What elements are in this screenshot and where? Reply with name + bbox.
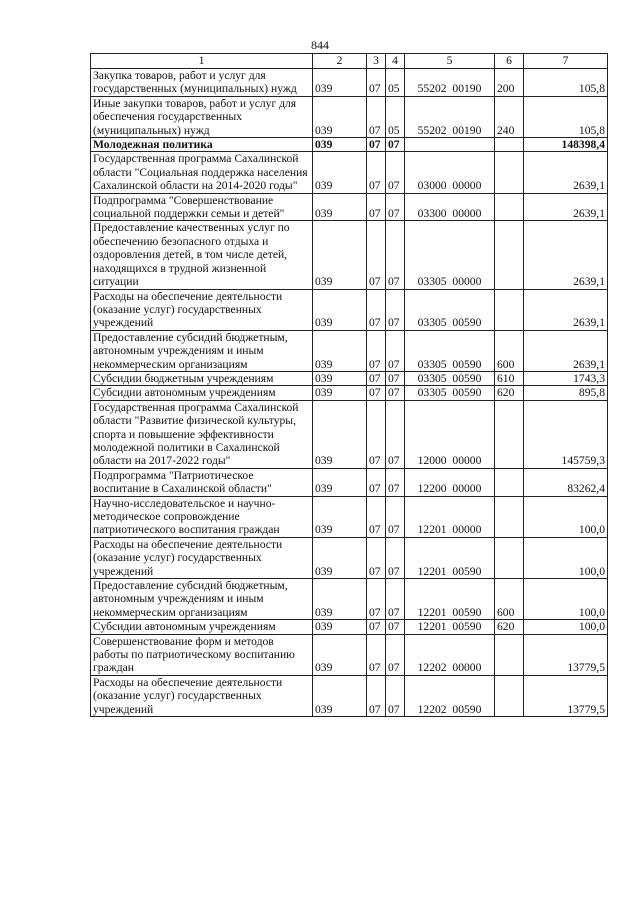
code-cell: 039 [313, 96, 367, 137]
section-cell: 07 [367, 193, 386, 221]
row-name-cell: Расходы на обеспечение деятельности (оказание услуг) государственных учреждений [91, 675, 313, 716]
row-name-cell: Расходы на обеспечение деятельности (оказание услуг) государственных учреждений [91, 537, 313, 578]
row-name-cell: Субсидии автономным учреждениям [91, 620, 313, 634]
row-name-cell: Закупка товаров, работ и услуг для государственных (муниципальных) нужд [91, 69, 313, 97]
section-cell: 07 [367, 496, 386, 537]
expense-type-cell [495, 468, 524, 496]
table-row [91, 400, 608, 468]
expense-type-cell [495, 675, 524, 716]
section-cell: 07 [367, 221, 386, 289]
amount-cell: 2639,1 [524, 330, 608, 371]
target-article-cell: 03000 00000 [405, 152, 495, 193]
amount-cell: 83262,4 [524, 468, 608, 496]
subsection-cell: 07 [386, 330, 405, 371]
target-article-cell: 03305 00590 [405, 386, 495, 400]
expense-type-cell: 620 [495, 386, 524, 400]
subsection-cell: 05 [386, 96, 405, 137]
table-row [91, 634, 608, 675]
section-cell: 07 [367, 96, 386, 137]
table-row [91, 330, 608, 371]
code-cell: 039 [313, 221, 367, 289]
table-header-row [91, 54, 608, 69]
section-cell: 07 [367, 468, 386, 496]
code-cell: 039 [313, 152, 367, 193]
code-cell: 039 [313, 289, 367, 330]
code-cell: 039 [313, 496, 367, 537]
row-name-cell: Расходы на обеспечение деятельности (оказание услуг) государственных учреждений [91, 289, 313, 330]
section-cell: 07 [367, 579, 386, 620]
expense-type-cell [495, 289, 524, 330]
subsection-cell: 07 [386, 537, 405, 578]
code-cell: 039 [313, 675, 367, 716]
section-cell: 07 [367, 400, 386, 468]
target-article-cell: 03305 00000 [405, 221, 495, 289]
subsection-cell: 07 [386, 221, 405, 289]
row-name-cell: Предоставление субсидий бюджетным, автономным учреждениям и иным некоммерческим организациям [91, 330, 313, 371]
table-row [91, 675, 608, 716]
target-article-cell: 12201 00590 [405, 620, 495, 634]
section-cell: 07 [367, 152, 386, 193]
subsection-cell: 05 [386, 69, 405, 97]
expense-type-cell: 600 [495, 330, 524, 371]
table-row [91, 371, 608, 385]
amount-cell: 2639,1 [524, 221, 608, 289]
table-row [91, 496, 608, 537]
amount-cell: 895,8 [524, 386, 608, 400]
expense-type-cell [495, 152, 524, 193]
table-row [91, 96, 608, 137]
amount-cell: 100,0 [524, 620, 608, 634]
code-cell: 039 [313, 537, 367, 578]
amount-cell: 148398,4 [524, 138, 608, 152]
expense-type-cell: 600 [495, 579, 524, 620]
section-cell: 07 [367, 386, 386, 400]
expense-type-cell: 610 [495, 371, 524, 385]
target-article-cell: 12202 00590 [405, 675, 495, 716]
expense-type-cell: 620 [495, 620, 524, 634]
amount-cell: 2639,1 [524, 289, 608, 330]
row-name-cell: Иные закупки товаров, работ и услуг для обеспечения государственных (муниципальных) нужд [91, 96, 313, 137]
amount-cell: 13779,5 [524, 675, 608, 716]
section-cell: 07 [367, 371, 386, 385]
table-row [91, 620, 608, 634]
subsection-cell: 07 [386, 386, 405, 400]
code-cell: 039 [313, 579, 367, 620]
target-article-cell: 55202 00190 [405, 69, 495, 97]
amount-cell: 1743,3 [524, 371, 608, 385]
amount-cell: 105,8 [524, 69, 608, 97]
table-row [91, 537, 608, 578]
table-row [91, 289, 608, 330]
row-name-cell: Совершенствование форм и методов работы по патриотическому воспитанию граждан [91, 634, 313, 675]
expense-type-cell: 200 [495, 69, 524, 97]
target-article-cell [405, 138, 495, 152]
page-number: 844 [311, 38, 329, 52]
amount-cell: 13779,5 [524, 634, 608, 675]
section-cell: 07 [367, 69, 386, 97]
section-cell: 07 [367, 634, 386, 675]
table-row [91, 69, 608, 97]
subsection-cell: 07 [386, 496, 405, 537]
row-name-cell: Субсидии бюджетным учреждениям [91, 371, 313, 385]
target-article-cell: 03300 00000 [405, 193, 495, 221]
column-header: 6 [495, 54, 524, 69]
column-header: 7 [524, 54, 608, 69]
section-cell: 07 [367, 537, 386, 578]
target-article-cell: 12201 00000 [405, 496, 495, 537]
amount-cell: 100,0 [524, 537, 608, 578]
table-row [91, 138, 608, 152]
section-cell: 07 [367, 620, 386, 634]
table-row [91, 386, 608, 400]
target-article-cell: 12200 00000 [405, 468, 495, 496]
row-name-cell: Субсидии автономным учреждениям [91, 386, 313, 400]
row-name-cell: Государственная программа Сахалинской области "Развитие физической культуры, спорта и повышение эффективности молодежной политики в Сахалинской области на 2017-2022 годы" [91, 400, 313, 468]
subsection-cell: 07 [386, 579, 405, 620]
target-article-cell: 03305 00590 [405, 371, 495, 385]
subsection-cell: 07 [386, 193, 405, 221]
row-name-cell: Государственная программа Сахалинской области "Социальная поддержка населения Сахалинской области на 2014-2020 годы" [91, 152, 313, 193]
subsection-cell: 07 [386, 675, 405, 716]
target-article-cell: 03305 00590 [405, 330, 495, 371]
section-cell: 07 [367, 138, 386, 152]
column-header: 3 [367, 54, 386, 69]
expense-type-cell [495, 138, 524, 152]
subsection-cell: 07 [386, 289, 405, 330]
column-header: 1 [91, 54, 313, 69]
row-name-cell: Подпрограмма "Совершенствование социальной поддержки семьи и детей" [91, 193, 313, 221]
target-article-cell: 12201 00590 [405, 537, 495, 578]
column-header: 2 [313, 54, 367, 69]
section-cell: 07 [367, 330, 386, 371]
section-cell: 07 [367, 675, 386, 716]
code-cell: 039 [313, 138, 367, 152]
expense-type-cell [495, 537, 524, 578]
target-article-cell: 12000 00000 [405, 400, 495, 468]
code-cell: 039 [313, 468, 367, 496]
amount-cell: 2639,1 [524, 152, 608, 193]
expense-type-cell [495, 193, 524, 221]
table-row [91, 221, 608, 289]
target-article-cell: 12201 00590 [405, 579, 495, 620]
expense-type-cell [495, 400, 524, 468]
expense-type-cell: 240 [495, 96, 524, 137]
table-body [91, 69, 608, 717]
row-name-cell: Предоставление субсидий бюджетным, автономным учреждениям и иным некоммерческим организациям [91, 579, 313, 620]
row-name-cell: Предоставление качественных услуг по обеспечению безопасного отдыха и оздоровления детей, в том числе детей, находящихся в трудной жизненной ситуации [91, 221, 313, 289]
column-header: 5 [405, 54, 495, 69]
expense-type-cell [495, 221, 524, 289]
section-cell: 07 [367, 289, 386, 330]
amount-cell: 100,0 [524, 579, 608, 620]
target-article-cell: 03305 00590 [405, 289, 495, 330]
subsection-cell: 07 [386, 468, 405, 496]
code-cell: 039 [313, 193, 367, 221]
target-article-cell: 55202 00190 [405, 96, 495, 137]
amount-cell: 105,8 [524, 96, 608, 137]
code-cell: 039 [313, 371, 367, 385]
subsection-cell: 07 [386, 152, 405, 193]
row-name-cell: Подпрограмма "Патриотическое воспитание в Сахалинской области" [91, 468, 313, 496]
budget-table [90, 53, 608, 717]
code-cell: 039 [313, 69, 367, 97]
subsection-cell: 07 [386, 400, 405, 468]
subsection-cell: 07 [386, 138, 405, 152]
table-row [91, 468, 608, 496]
expense-type-cell [495, 496, 524, 537]
table-row [91, 152, 608, 193]
row-name-cell: Молодежная политика [91, 138, 313, 152]
table-row [91, 193, 608, 221]
amount-cell: 145759,3 [524, 400, 608, 468]
subsection-cell: 07 [386, 371, 405, 385]
amount-cell: 2639,1 [524, 193, 608, 221]
code-cell: 039 [313, 634, 367, 675]
amount-cell: 100,0 [524, 496, 608, 537]
subsection-cell: 07 [386, 620, 405, 634]
table-row [91, 579, 608, 620]
subsection-cell: 07 [386, 634, 405, 675]
target-article-cell: 12202 00000 [405, 634, 495, 675]
column-header: 4 [386, 54, 405, 69]
row-name-cell: Научно-исследовательское и научно-методическое сопровождение патриотического воспитания граждан [91, 496, 313, 537]
code-cell: 039 [313, 620, 367, 634]
code-cell: 039 [313, 400, 367, 468]
code-cell: 039 [313, 330, 367, 371]
expense-type-cell [495, 634, 524, 675]
code-cell: 039 [313, 386, 367, 400]
